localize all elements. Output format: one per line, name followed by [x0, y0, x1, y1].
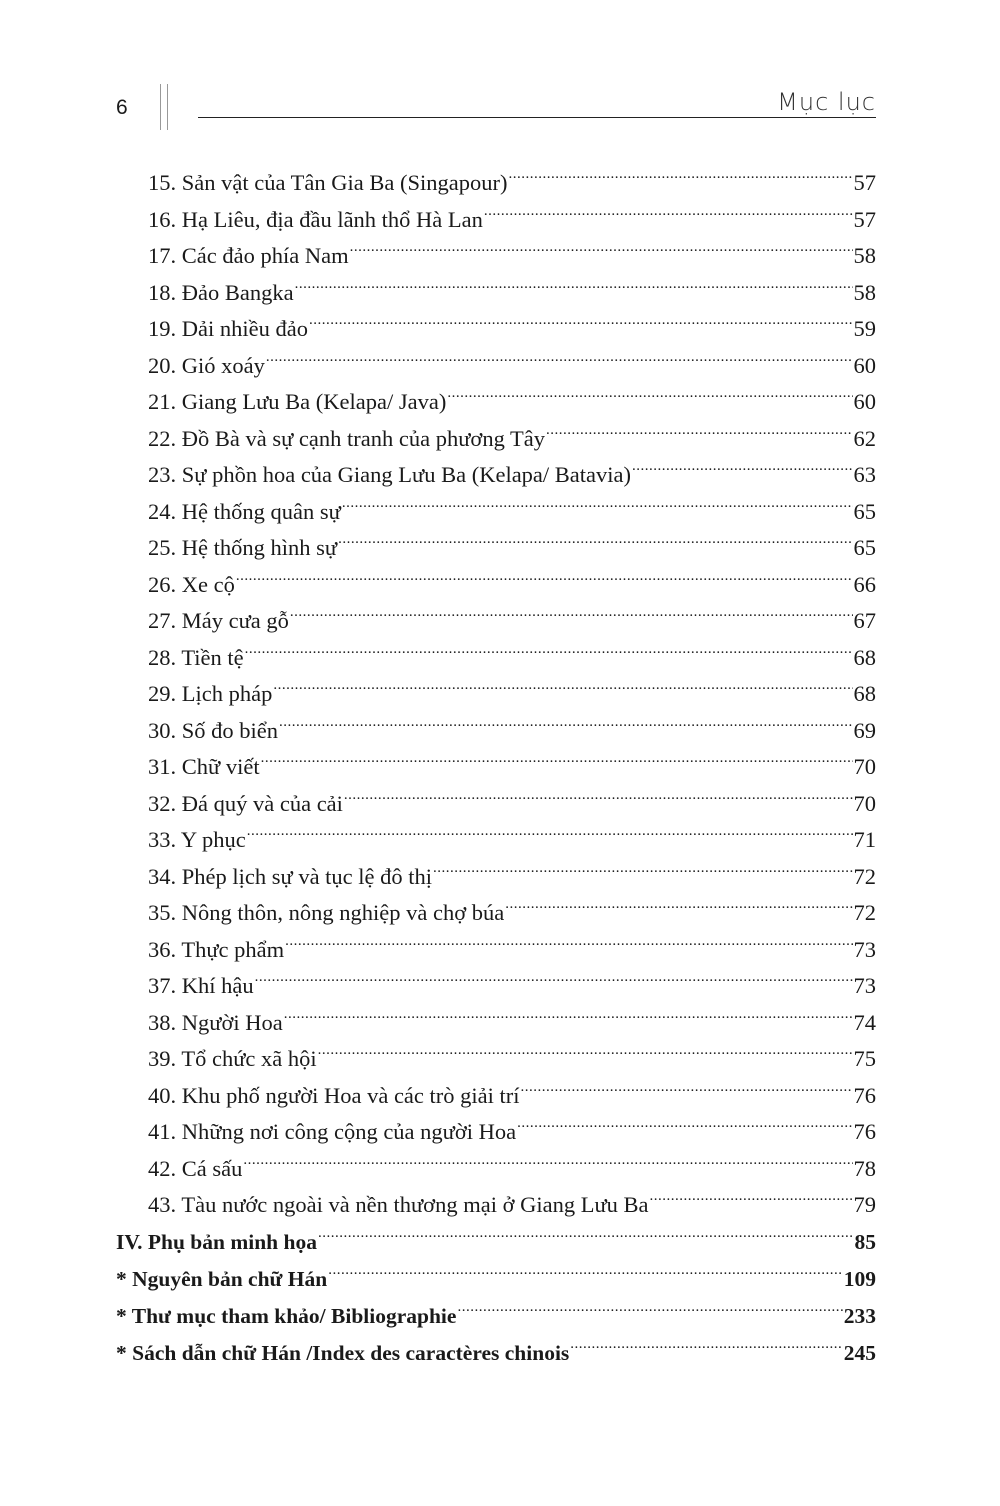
- toc-entry: [148, 556, 876, 597]
- toc-entry-label: 16. Hạ Liêu, địa đầu lãnh thổ Hà Lan: [148, 206, 483, 232]
- toc-section-label: * Nguyên bản chữ Hán: [116, 1266, 328, 1291]
- toc-section-page: 245: [843, 1341, 876, 1365]
- toc-entry-page: 58: [853, 279, 876, 305]
- toc-entry-label: 24. Hệ thống quân sự: [148, 498, 341, 524]
- dot-leader: [433, 848, 852, 884]
- dot-leader: [505, 884, 852, 920]
- dot-leader: [273, 665, 852, 701]
- dot-leader: [266, 337, 853, 373]
- toc-entry-label: 17. Các đảo phía Nam: [148, 243, 349, 268]
- toc-entry: [148, 1067, 876, 1108]
- toc-entry: [148, 1103, 876, 1144]
- toc-entry: [148, 373, 876, 414]
- toc-section-page: 233: [843, 1304, 876, 1328]
- toc-entry: [148, 300, 876, 341]
- dot-leader: [509, 154, 853, 190]
- toc-entry-page: 63: [853, 462, 876, 487]
- toc-section-page: 109: [843, 1266, 876, 1291]
- toc-entry: [148, 227, 876, 268]
- dot-leader: [245, 629, 853, 665]
- toc-entry: [148, 848, 876, 889]
- toc-entry-label: 26. Xe cộ: [148, 571, 235, 597]
- toc-entry-label: 32. Đá quý và của cải: [148, 790, 343, 816]
- toc-entry: [148, 592, 876, 633]
- header-rule: [198, 117, 876, 118]
- toc-entry-page: 57: [853, 206, 876, 232]
- toc-entry-label: 40. Khu phố người Hoa và các trò giải trí: [148, 1082, 520, 1108]
- dot-leader: [457, 1287, 842, 1323]
- toc-entry-label: 30. Số đo biển: [148, 717, 279, 743]
- toc-entry-page: 79: [853, 1192, 876, 1217]
- dot-leader: [570, 1324, 842, 1360]
- toc-section-label: * Thư mục tham khảo/ Bibliographie: [116, 1304, 457, 1328]
- toc-entry-page: 74: [853, 1009, 876, 1035]
- dot-leader: [342, 483, 853, 519]
- toc-entry-page: 75: [853, 1046, 876, 1071]
- toc-entry: [148, 483, 876, 524]
- toc-entry-label: 37. Khí hậu: [148, 973, 254, 998]
- toc-entry-label: 43. Tàu nước ngoài và nền thương mại ở Giang Lưu Ba: [148, 1192, 649, 1217]
- toc-section: [116, 1213, 876, 1254]
- dot-leader: [295, 264, 853, 300]
- dot-leader: [546, 410, 852, 446]
- toc-entry-label: 35. Nông thôn, nông nghiệp và chợ búa: [148, 900, 505, 925]
- dot-leader: [328, 1250, 843, 1286]
- dot-leader: [243, 1140, 852, 1176]
- dot-leader: [344, 775, 853, 811]
- toc-entry: [148, 629, 876, 670]
- dot-leader: [247, 811, 853, 847]
- toc-entry-page: 76: [853, 1119, 876, 1144]
- toc-entry: [148, 264, 876, 305]
- toc-section-page: 85: [854, 1229, 876, 1254]
- toc-entry-page: 60: [853, 389, 876, 414]
- toc-entry: [148, 1176, 876, 1217]
- toc-entry-label: 20. Gió xoáy: [148, 352, 265, 378]
- toc-entry: [148, 884, 876, 925]
- toc-entry-label: 41. Những nơi công cộng của người Hoa: [148, 1119, 517, 1144]
- toc-section-label: IV. Phụ bản minh họa: [116, 1229, 317, 1254]
- dot-leader: [255, 957, 853, 993]
- toc-entry-label: 39. Tổ chức xã hội: [148, 1046, 317, 1071]
- toc-entry: [148, 410, 876, 451]
- toc-entry-label: 27. Máy cưa gỗ: [148, 608, 289, 633]
- toc-entry-page: 65: [853, 535, 876, 560]
- dot-leader: [650, 1176, 853, 1212]
- toc-entry-page: 70: [853, 790, 876, 816]
- toc-entry-label: 28. Tiền tệ: [148, 644, 244, 670]
- toc-entry-page: 65: [853, 498, 876, 524]
- toc-entry: [148, 519, 876, 560]
- toc-entry-label: 18. Đảo Bangka: [148, 279, 294, 305]
- toc-entry-label: 31. Chữ viết: [148, 754, 260, 779]
- dot-leader: [350, 227, 853, 263]
- dot-leader: [285, 921, 852, 957]
- toc-entry-page: 78: [853, 1155, 876, 1181]
- dot-leader: [261, 738, 853, 774]
- dot-leader: [236, 556, 853, 592]
- toc-entry: [148, 337, 876, 378]
- toc-entry: [148, 775, 876, 816]
- toc-entry-page: 58: [853, 243, 876, 268]
- toc-section-label: * Sách dẫn chữ Hán /Index des caractères chinois: [116, 1341, 570, 1365]
- toc-entry-page: 68: [853, 644, 876, 670]
- toc-entry-page: 73: [853, 936, 876, 962]
- dot-leader: [484, 191, 853, 227]
- toc-entry-page: 69: [853, 717, 876, 743]
- toc-entry-label: 21. Giang Lưu Ba (Kelapa/ Java): [148, 389, 447, 414]
- toc-entry-page: 67: [853, 608, 876, 633]
- toc-entry: [148, 738, 876, 779]
- toc-entry-label: 22. Đồ Bà và sự cạnh tranh của phương Tây: [148, 425, 546, 451]
- dot-leader: [290, 592, 853, 628]
- toc-entry-page: 76: [853, 1082, 876, 1108]
- dot-leader: [338, 519, 852, 555]
- toc-entry-label: 23. Sự phồn hoa của Giang Lưu Ba (Kelapa/ Batavia): [148, 462, 632, 487]
- toc-entry-label: 15. Sản vật của Tân Gia Ba (Singapour): [148, 170, 508, 195]
- toc-entry: [148, 994, 876, 1035]
- toc-entry: [148, 1030, 876, 1071]
- dot-leader: [318, 1213, 854, 1249]
- toc-entry: [148, 446, 876, 487]
- toc-entry-page: 66: [853, 571, 876, 597]
- toc-entry-label: 36. Thực phẩm: [148, 936, 285, 962]
- toc-entry-label: 34. Phép lịch sự và tục lệ đô thị: [148, 863, 433, 889]
- dot-leader: [309, 300, 853, 336]
- toc-entry: [148, 811, 876, 852]
- running-header-title: Mục lục: [777, 88, 876, 116]
- dot-leader: [318, 1030, 853, 1066]
- toc-entry-label: 33. Y phục: [148, 827, 246, 852]
- dot-leader: [284, 994, 853, 1030]
- toc-entry: [148, 702, 876, 743]
- toc-entry: [148, 1140, 876, 1181]
- toc-entry-label: 42. Cá sấu: [148, 1155, 243, 1181]
- toc-entry-page: 73: [853, 973, 876, 998]
- toc-entry-page: 62: [853, 425, 876, 451]
- toc-entry-page: 70: [853, 754, 876, 779]
- toc-entry-page: 57: [853, 170, 876, 195]
- toc-entry: [148, 154, 876, 195]
- dot-leader: [632, 446, 852, 482]
- toc-entry-label: 19. Dải nhiều đảo: [148, 316, 308, 341]
- toc-entry-label: 25. Hệ thống hình sự: [148, 535, 338, 560]
- toc-entry-page: 59: [853, 316, 876, 341]
- page-number: 6: [116, 96, 128, 119]
- toc-entry-label: 29. Lịch pháp: [148, 681, 273, 706]
- toc-section: [116, 1287, 876, 1328]
- toc-section: [116, 1324, 876, 1365]
- toc-entry-label: 38. Người Hoa: [148, 1009, 283, 1035]
- toc-entry: [148, 191, 876, 232]
- dot-leader: [521, 1067, 853, 1103]
- dot-leader: [517, 1103, 852, 1139]
- toc-entry-page: 72: [853, 900, 876, 925]
- dot-leader: [447, 373, 852, 409]
- dot-leader: [279, 702, 852, 738]
- toc-entry-page: 71: [853, 827, 876, 852]
- toc-entry: [148, 665, 876, 706]
- toc-entry: [148, 921, 876, 962]
- toc-entry-page: 72: [853, 863, 876, 889]
- toc-section: [116, 1250, 876, 1291]
- toc-entry-page: 60: [853, 352, 876, 378]
- toc-entry-page: 68: [853, 681, 876, 706]
- toc-entry: [148, 957, 876, 998]
- header-divider: [160, 84, 168, 130]
